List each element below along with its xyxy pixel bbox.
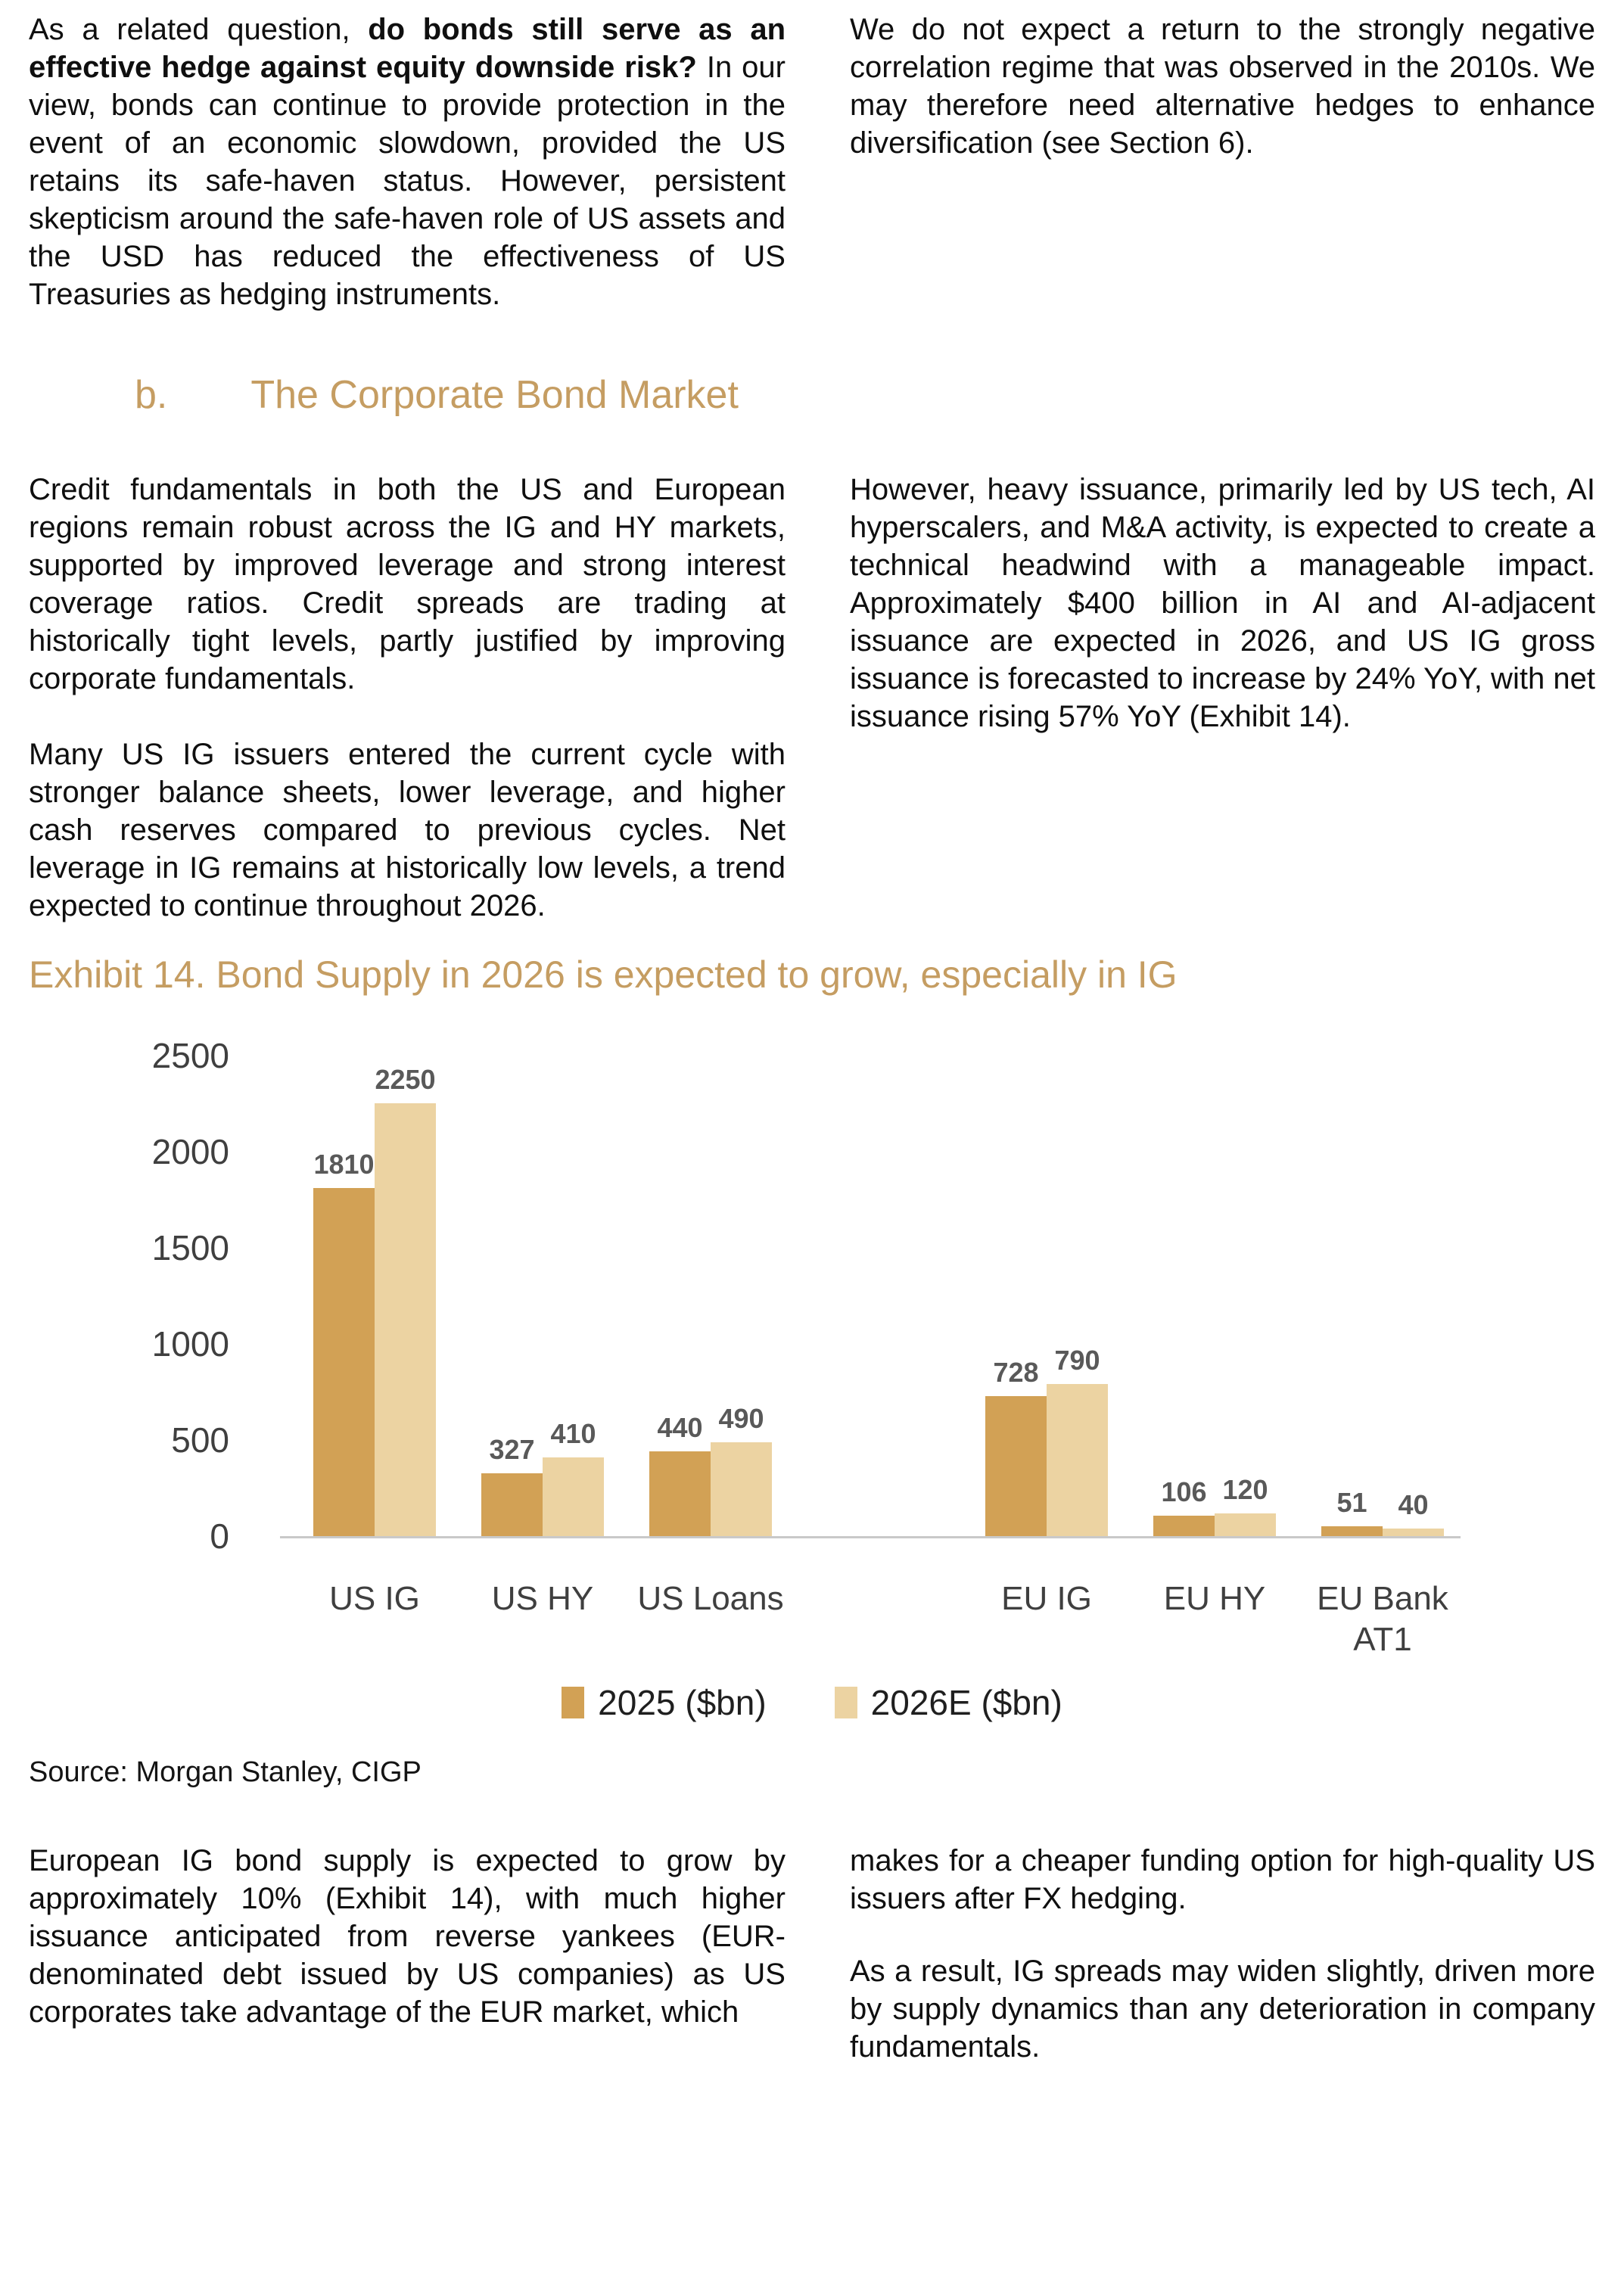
paragraph-ig-spreads: As a result, IG spreads may widen slightly, driven more by supply dynamics than any deterioration in company fundamentals. (850, 1955, 1595, 2064)
bar-value-label: 120 (1222, 1474, 1268, 1505)
bar-us-loans-2025 (649, 1451, 711, 1536)
paragraph-european-supply: European IG bond supply is expected to grow by approximately 10% (Exhibit 14), with much higher issuance anticipated from reverse yankees (EUR-denominated debt issued by US companies) as US corporates take advantage of the EUR market, which (29, 1844, 786, 2029)
paragraph-correlation: We do not expect a return to the strongly negative correlation regime that was observed in the 2010s. We may therefore need alternative hedges to enhance diversification (see Section 6). (850, 13, 1595, 160)
paragraph-bold-text: do bonds still serve as an effective hedge against equity downside risk? (29, 13, 786, 84)
bar-value-label: 1810 (313, 1149, 375, 1180)
legend-label: 2025 ($bn) (598, 1683, 767, 1722)
bar-us-loans-2026e (711, 1442, 772, 1536)
bar-value-label: 40 (1398, 1489, 1429, 1520)
section-title: The Corporate Bond Market (250, 373, 739, 417)
bar-value-label: 728 (993, 1357, 1039, 1388)
source-line: Source: Morgan Stanley, CIGP (29, 1756, 422, 1788)
legend-swatch-icon (835, 1687, 857, 1718)
legend-item (835, 1682, 1062, 1723)
y-axis-tick-label: 2500 (151, 1036, 229, 1075)
bar-us-ig-2025 (313, 1188, 375, 1536)
bar-value-label: 410 (550, 1418, 596, 1449)
x-axis-category-label: US IG (329, 1580, 420, 1617)
bar-value-label: 2250 (375, 1064, 436, 1095)
mid-left-column (29, 471, 786, 925)
top-left-column (29, 11, 786, 313)
paragraph-us-ig-issuers: Many US IG issuers entered the current cycle with stronger balance sheets, lower leverage, and higher cash reserves compared to previous cycles. Net leverage in IG remains at historically low levels, a trend expected to continue throughout 2026. (29, 738, 786, 922)
paragraph-hedge-question (29, 11, 786, 313)
x-axis-category-label: US HY (491, 1580, 594, 1617)
bar-us-ig-2026e (375, 1103, 436, 1536)
bar-us-hy-2026e (543, 1457, 604, 1536)
paragraph-heavy-issuance: However, heavy issuance, primarily led by US tech, AI hyperscalers, and M&A activity, is expected to create a technical headwind with a manageable impact. Approximately $400 billion in AI and AI-adjacent issuance are expected in 2026, and US IG gross issuance is forecasted to increase by 24% YoY, with net issuance rising 57% YoY (Exhibit 14). (850, 473, 1595, 733)
x-axis-category-label: EU IG (1001, 1580, 1092, 1617)
bar-value-label: 51 (1336, 1487, 1367, 1518)
paragraph-funding-option: makes for a cheaper funding option for high-quality US issuers after FX hedging. (850, 1844, 1595, 1915)
x-axis-category-label: EU Bank AT1 (1317, 1580, 1448, 1658)
mid-right-column (850, 471, 1595, 925)
section-heading (29, 372, 1595, 418)
bar-value-label: 790 (1054, 1345, 1100, 1376)
mid-columns (29, 471, 1595, 925)
top-columns (29, 11, 1595, 313)
y-axis-tick-label: 1000 (151, 1324, 229, 1364)
y-axis-tick-label: 500 (171, 1420, 229, 1460)
bottom-left-column (29, 1842, 786, 2066)
bar-chart (29, 1005, 1595, 1754)
chart-legend (29, 1682, 1595, 1723)
bar-value-label: 327 (489, 1434, 535, 1465)
paragraph-text: In our view, bonds can continue to provide protection in the event of an economic slowdown, provided the US retains its safe-haven status. However, persistent skepticism around the safe-haven role of US assets and the USD has reduced the effectiveness of US Treasuries as hedging instruments. (29, 51, 786, 311)
x-axis-line (280, 1536, 1461, 1538)
bottom-right-column (850, 1842, 1595, 2066)
paragraph-credit-fundamentals: Credit fundamentals in both the US and European regions remain robust across the IG and HY markets, supported by improved leverage and strong interest coverage ratios. Credit spreads are trading at historically tight levels, partly justified by improving corporate fundamentals. (29, 473, 786, 695)
bar-eu-ig-2026e (1047, 1384, 1108, 1536)
x-axis-category-label: EU HY (1163, 1580, 1266, 1617)
bar-value-label: 106 (1161, 1476, 1207, 1507)
legend-item (562, 1682, 767, 1723)
section-number: b. (135, 373, 168, 417)
bar-eu-ig-2025 (985, 1396, 1047, 1536)
legend-swatch-icon (562, 1687, 584, 1718)
bar-eu-hy-2026e (1215, 1513, 1276, 1536)
bottom-columns (29, 1842, 1595, 2066)
bar-value-label: 490 (718, 1403, 764, 1434)
y-axis-tick-label: 0 (210, 1516, 229, 1556)
paragraph-text: As a related question, (29, 13, 369, 46)
exhibit-title: Exhibit 14. Bond Supply in 2026 is expected to grow, especially in IG (29, 953, 1178, 996)
y-axis-tick-label: 1500 (151, 1228, 229, 1267)
y-axis-tick-label: 2000 (151, 1132, 229, 1171)
bar-us-hy-2025 (481, 1473, 543, 1536)
bar-eu-bank-at1-2025 (1321, 1526, 1383, 1536)
legend-label: 2026E ($bn) (870, 1683, 1062, 1722)
bar-eu-hy-2025 (1153, 1516, 1215, 1536)
bar-value-label: 440 (657, 1412, 703, 1443)
top-right-column (850, 11, 1595, 313)
x-axis-category-label: US Loans (637, 1580, 784, 1617)
bar-eu-bank-at1-2026e (1383, 1529, 1444, 1536)
